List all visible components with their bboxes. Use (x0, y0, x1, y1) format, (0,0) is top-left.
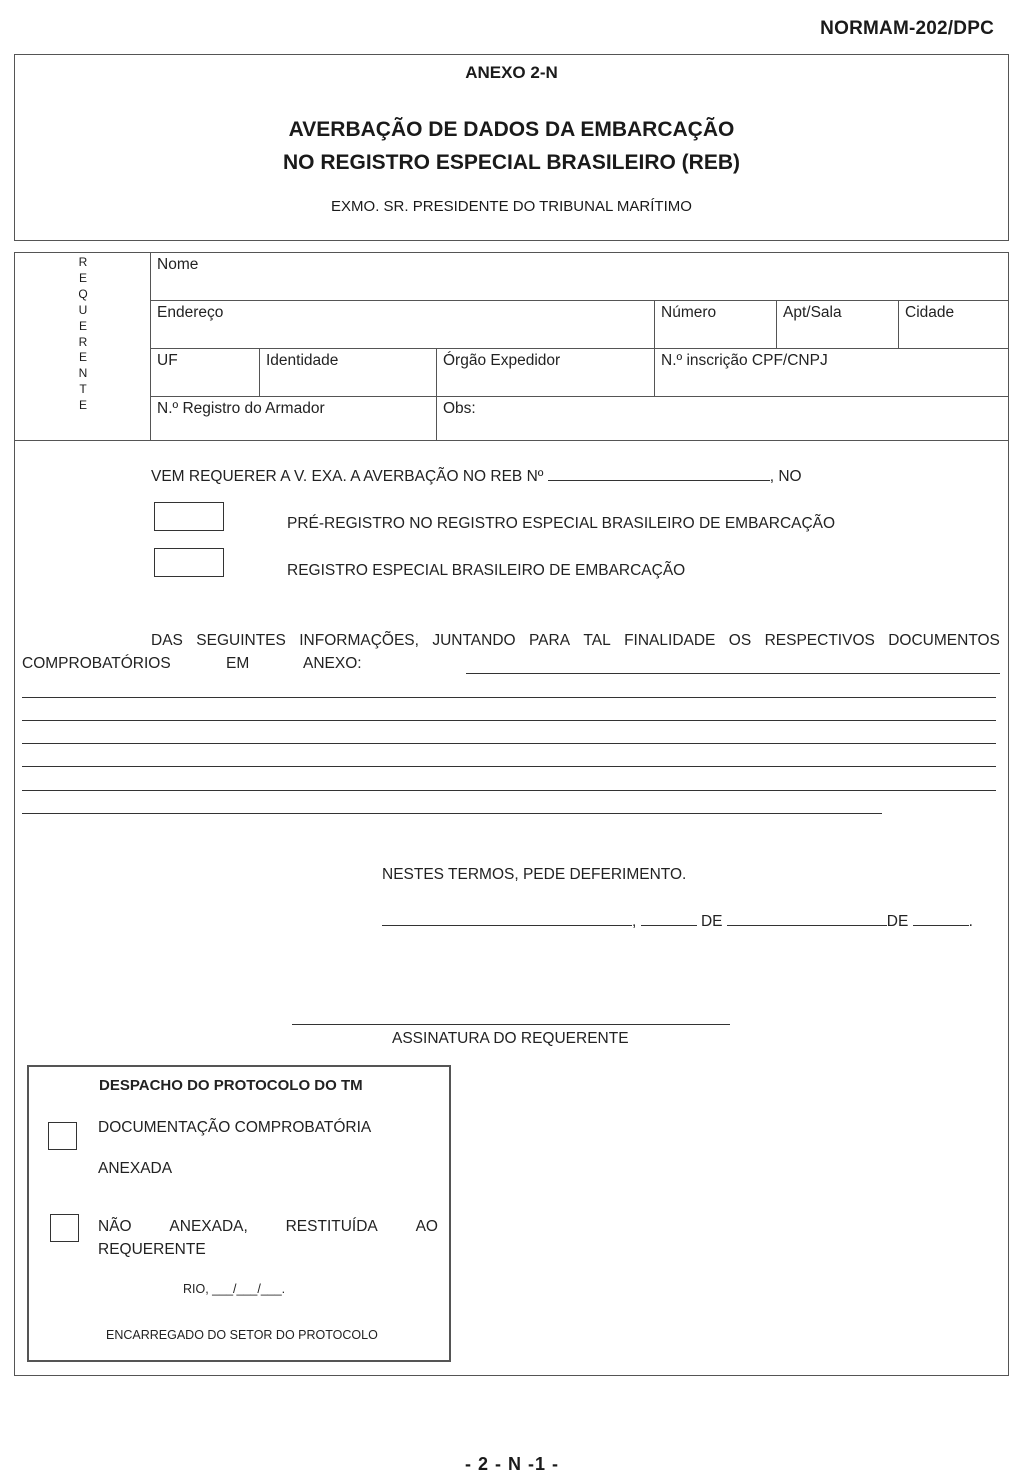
cell-divider (654, 300, 655, 396)
info-blank-line[interactable] (22, 743, 996, 744)
not-attached-checkbox[interactable] (50, 1214, 79, 1242)
pre-registro-checkbox[interactable] (154, 502, 224, 531)
date-day-blank[interactable] (641, 924, 697, 926)
signature-line[interactable] (292, 1024, 730, 1025)
dispatch-box (27, 1065, 451, 1362)
field-uf[interactable]: UF (157, 352, 178, 369)
date-place-blank[interactable] (382, 924, 632, 926)
date-year-blank[interactable] (913, 924, 969, 926)
field-cidade[interactable]: Cidade (905, 304, 955, 321)
info-paragraph-line1: DAS SEGUINTES INFORMAÇÕES, JUNTANDO PARA TAL FINALIDADE OS RESPECTIVOS DOCUMENTOS (151, 632, 1000, 649)
annex-label: ANEXO 2-N (465, 63, 558, 82)
info-blank-line[interactable] (22, 813, 882, 814)
info-blank-line[interactable] (466, 673, 1000, 674)
form-title-line1: AVERBAÇÃO DE DADOS DA EMBARCAÇÃO (288, 118, 735, 141)
info-blank-line[interactable] (22, 720, 996, 721)
documentation-attached-label-line1: DOCUMENTAÇÃO COMPROBATÓRIA (98, 1119, 372, 1136)
info-word-anexo: ANEXO: (303, 655, 362, 672)
not-attached-label-line1: NÃO ANEXADA, RESTITUÍDA AO (98, 1218, 438, 1235)
field-orgao-expedidor[interactable]: Órgão Expedidor (443, 352, 561, 369)
pre-registro-label: PRÉ-REGISTRO NO REGISTRO ESPECIAL BRASILEIRO DE EMBARCAÇÃO (287, 515, 836, 532)
requester-grid-divider (150, 252, 151, 441)
request-intro: VEM REQUERER A V. EXA. A AVERBAÇÃO NO REB Nº , NO (151, 468, 802, 485)
requester-row-divider (150, 396, 1009, 397)
field-cpf-cnpj[interactable]: N.º inscrição CPF/CNPJ (661, 352, 828, 369)
field-apt-sala[interactable]: Apt/Sala (783, 304, 842, 321)
dispatch-officer: ENCARREGADO DO SETOR DO PROTOCOLO (106, 1328, 378, 1342)
requester-row-divider (150, 348, 1009, 349)
documentation-attached-label-line2: ANEXADA (98, 1160, 173, 1177)
field-registro-armador[interactable]: N.º Registro do Armador (157, 400, 325, 417)
reb-number-blank[interactable] (548, 479, 770, 481)
field-obs[interactable]: Obs: (443, 400, 476, 417)
page-number: - 2 - N -1 - (464, 1454, 559, 1474)
field-endereco[interactable]: Endereço (157, 304, 224, 321)
field-numero[interactable]: Número (661, 304, 717, 321)
cell-divider (259, 348, 260, 396)
cell-divider (898, 300, 899, 348)
cell-divider (776, 300, 777, 348)
field-identidade[interactable]: Identidade (266, 352, 339, 369)
form-title-line2: NO REGISTRO ESPECIAL BRASILEIRO (REB) (283, 151, 740, 174)
info-word-em: EM (226, 655, 250, 672)
not-attached-label-line2: REQUERENTE (98, 1241, 206, 1258)
date-line: , DE DE . (382, 913, 973, 931)
registro-label: REGISTRO ESPECIAL BRASILEIRO DE EMBARCAÇÃO (287, 562, 686, 579)
signature-label: ASSINATURA DO REQUERENTE (392, 1030, 629, 1047)
closing-terms: NESTES TERMOS, PEDE DEFERIMENTO. (382, 866, 687, 883)
field-nome[interactable]: Nome (157, 256, 199, 273)
registro-checkbox[interactable] (154, 548, 224, 577)
date-month-blank[interactable] (727, 924, 887, 926)
addressee: EXMO. SR. PRESIDENTE DO TRIBUNAL MARÍTIMO (331, 198, 692, 215)
document-code: NORMAM-202/DPC (820, 18, 994, 39)
requester-bottom-divider (14, 440, 1009, 441)
info-blank-line[interactable] (22, 790, 996, 791)
requester-vertical-label: R E Q U E R E N T E (78, 255, 88, 413)
dispatch-title: DESPACHO DO PROTOCOLO DO TM (99, 1077, 363, 1094)
info-blank-line[interactable] (22, 766, 996, 767)
info-word-comprobatorios: COMPROBATÓRIOS (22, 655, 171, 672)
title-box (14, 54, 1009, 241)
dispatch-place-date: RIO, ___/___/___. (183, 1282, 286, 1296)
info-blank-line[interactable] (22, 697, 996, 698)
documentation-attached-checkbox[interactable] (48, 1122, 77, 1150)
cell-divider (436, 348, 437, 440)
requester-row-divider (150, 300, 1009, 301)
